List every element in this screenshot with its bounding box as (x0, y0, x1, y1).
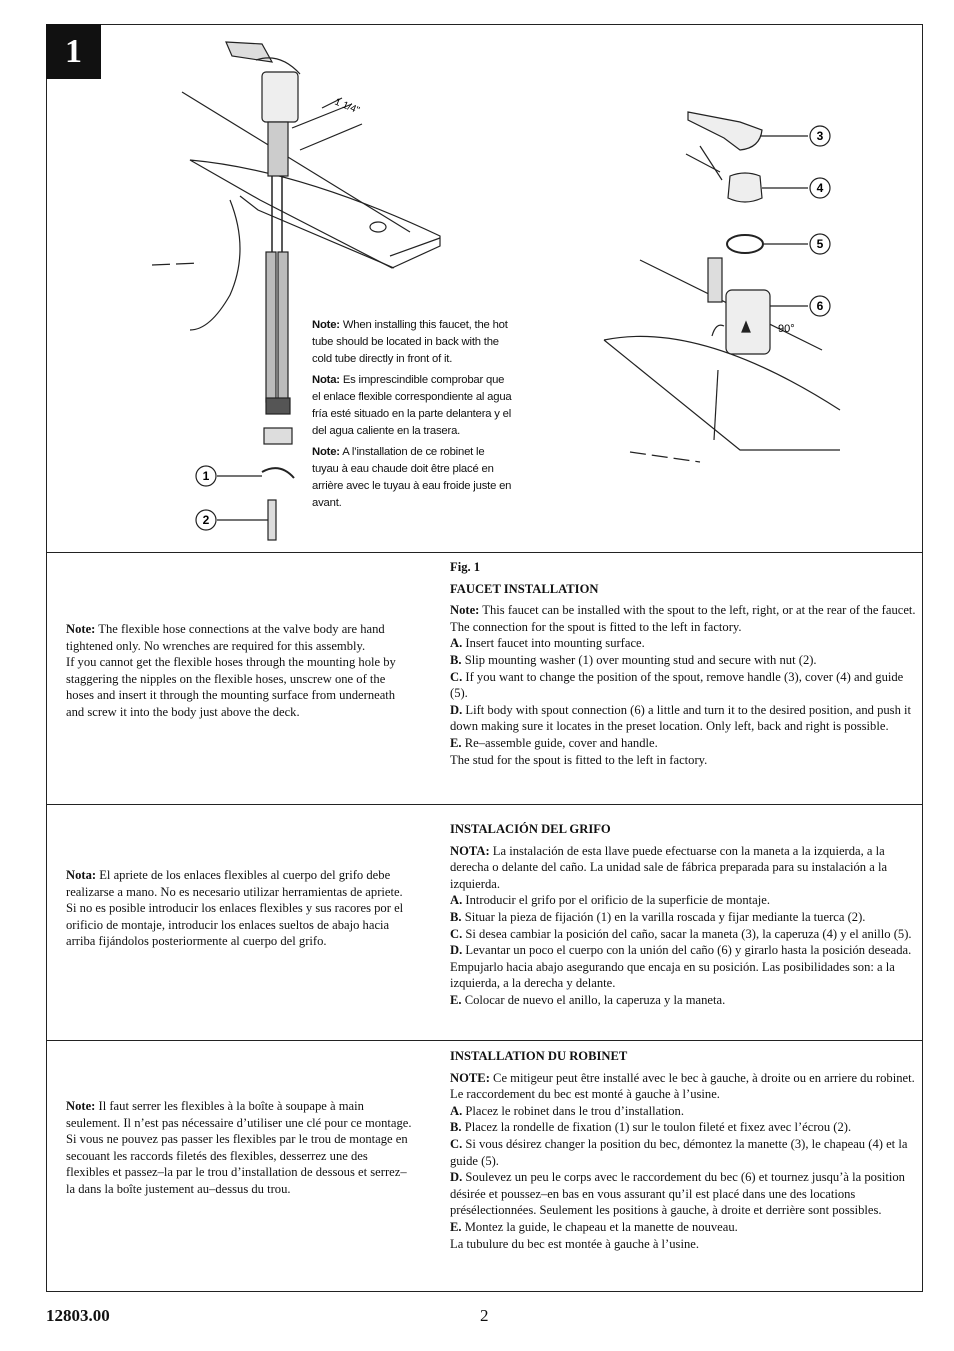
note-es-lead: Nota: (312, 374, 340, 386)
en-instructions: Fig. 1 FAUCET INSTALLATION Note: This faucet can be installed with the spout to the left, right, or at the rear of the faucet. The connection for the spout is fitted to the left in factory. A. Insert faucet into mounting surface. B. Slip mounting washer (1) over mounting stud and secure with nut (2). C. If you want to change the position of the spout, remove handle (3), cover (4) and guide (5). D. Lift body with spout connection (6) a little and turn it to the desired position, and push it down making sure it locates in the preset location. Only left, back and right is possible. E. Re–assemble guide, cover and handle. The stud for the spout is fitted to the left in factory. (450, 560, 916, 767)
callout-5: 5 (816, 237, 824, 251)
callout-1: 1 (202, 469, 210, 483)
callout-3: 3 (816, 129, 824, 143)
note-fr-text: A l’installation de ce robinet le tuyau à eau chaude doit être placé en arrière avec le tuyau à eau froide juste en avant. (312, 446, 512, 509)
dimension-label: 1 1/4" (332, 96, 361, 117)
document-code: 12803.00 (46, 1306, 110, 1325)
fig-label: Fig. 1 (450, 560, 481, 574)
en-heading: FAUCET INSTALLATION (450, 581, 599, 596)
note-en-text: When installing this faucet, the hot tube should be located in back with the cold tube directly in front of it. (312, 319, 508, 365)
diagram-note (312, 317, 512, 516)
fr-instructions: INSTALLATION DU ROBINET NOTE: Ce mitigeur peut être installé avec le bec à gauche, à droite ou en arriere du robinet. Le raccordement du bec est monté à gauche à l’usine. A. Placez le robinet dans le trou d’installation. B. Placez la rondelle de fixation (1) sur le toulon fileté et fixez avec l’écrou (2). C. Si vous désirez changer la position du bec, démontez la manette (3), le chapeau (4) et la guide (5). D. Soulevez un peu le corps avec le raccordement du bec (6) et tournez jusqu’à la position désirée et poussez–en bas en vous assurant qu’il est placé dans une des locations présélectionnées. Seulement les positions à gauche, à droite et derrière sont possibles. E. Montez la guide, le chapeau et la manette de nouveau. La tubulure du bec est montée à gauche à l’usine. (450, 1049, 915, 1251)
es-instructions: INSTALACIÓN DEL GRIFO NOTA: La instalación de esta llave puede efectuarse con la maneta a la izquierda, a la derecha o delante del caño. La unidad sale de fábrica preparada para su instalación a la izquierda. A. Introducir el grifo por el orificio de la superficie de montaje. B. Situar la pieza de fijación (1) en la varilla roscada y fijar mediante la tuerca (2). C. Si desea cambiar la posición del caño, sacar la maneta (3), la caperuza (4) y el anillo (5). D. Levantar un poco el cuerpo con la unión del caño (6) y girarlo hasta la posición deseada. Empujarlo hacia abajo asegurando que encaja en su posición. Las posibilidades son: a la izquierda, a la derecha y delante. E. Colocar de nuevo el anillo, la caperuza y la maneta. (450, 821, 916, 1009)
callout-6: 6 (816, 299, 824, 313)
es-heading: INSTALACIÓN DEL GRIFO (450, 822, 611, 836)
right-faucet-diagram (604, 112, 840, 462)
page-number: 2 (480, 1306, 489, 1325)
note-es-text: Es imprescindible comprobar que el enlace flexible correspondiente al agua fría esté situado en la parte delantera y el del agua caliente en la trasera. (312, 374, 512, 437)
divider-1 (46, 552, 923, 553)
callout-2: 2 (202, 513, 210, 527)
note-en-lead: Note: (312, 319, 340, 331)
fr-hose-note: Note: Il faut serrer les flexibles à la boîte à soupape à main seulement. Il n’est pas nécessaire d’utiliser une clé pour ce montage. Si vous ne pouvez pas passer les flexibles par le trou de montage en secouant les raccords filetés des flexibles, desserrez une des flexibles et passez–la par le trou d’installation de dessous et serrez–la dans la boîte justement au–dessus du trou. (66, 1099, 412, 1196)
divider-3 (46, 1040, 923, 1041)
fr-heading: INSTALLATION DU ROBINET (450, 1049, 628, 1063)
figure-number-badge: 1 (46, 24, 101, 79)
note-fr-lead: Note: (312, 446, 340, 458)
es-hose-note: Nota: El apriete de los enlaces flexibles al cuerpo del grifo debe realizarse a mano. No es necesario utilizar herramientas de apriete. Si no es posible introducir los enlaces flexibles y sus racores por el orificio de montaje, introducir los enlaces sueltos de abajo hacia arriba fijándolos posteriormente al cuerpo del grifo. (66, 868, 404, 949)
angle-label: 90° (778, 323, 795, 335)
callout-4: 4 (816, 181, 824, 195)
divider-2 (46, 804, 923, 805)
en-hose-note: Note: The flexible hose connections at the valve body are hand tightened only. No wrenches are required for this assembly. If you cannot get the flexible hoses through the mounting hole by staggering the nipples on the flexible hoses, unscrew one of the hoses and insert it through the mounting surface from underneath and screw it into the body just above the deck. (66, 622, 396, 719)
